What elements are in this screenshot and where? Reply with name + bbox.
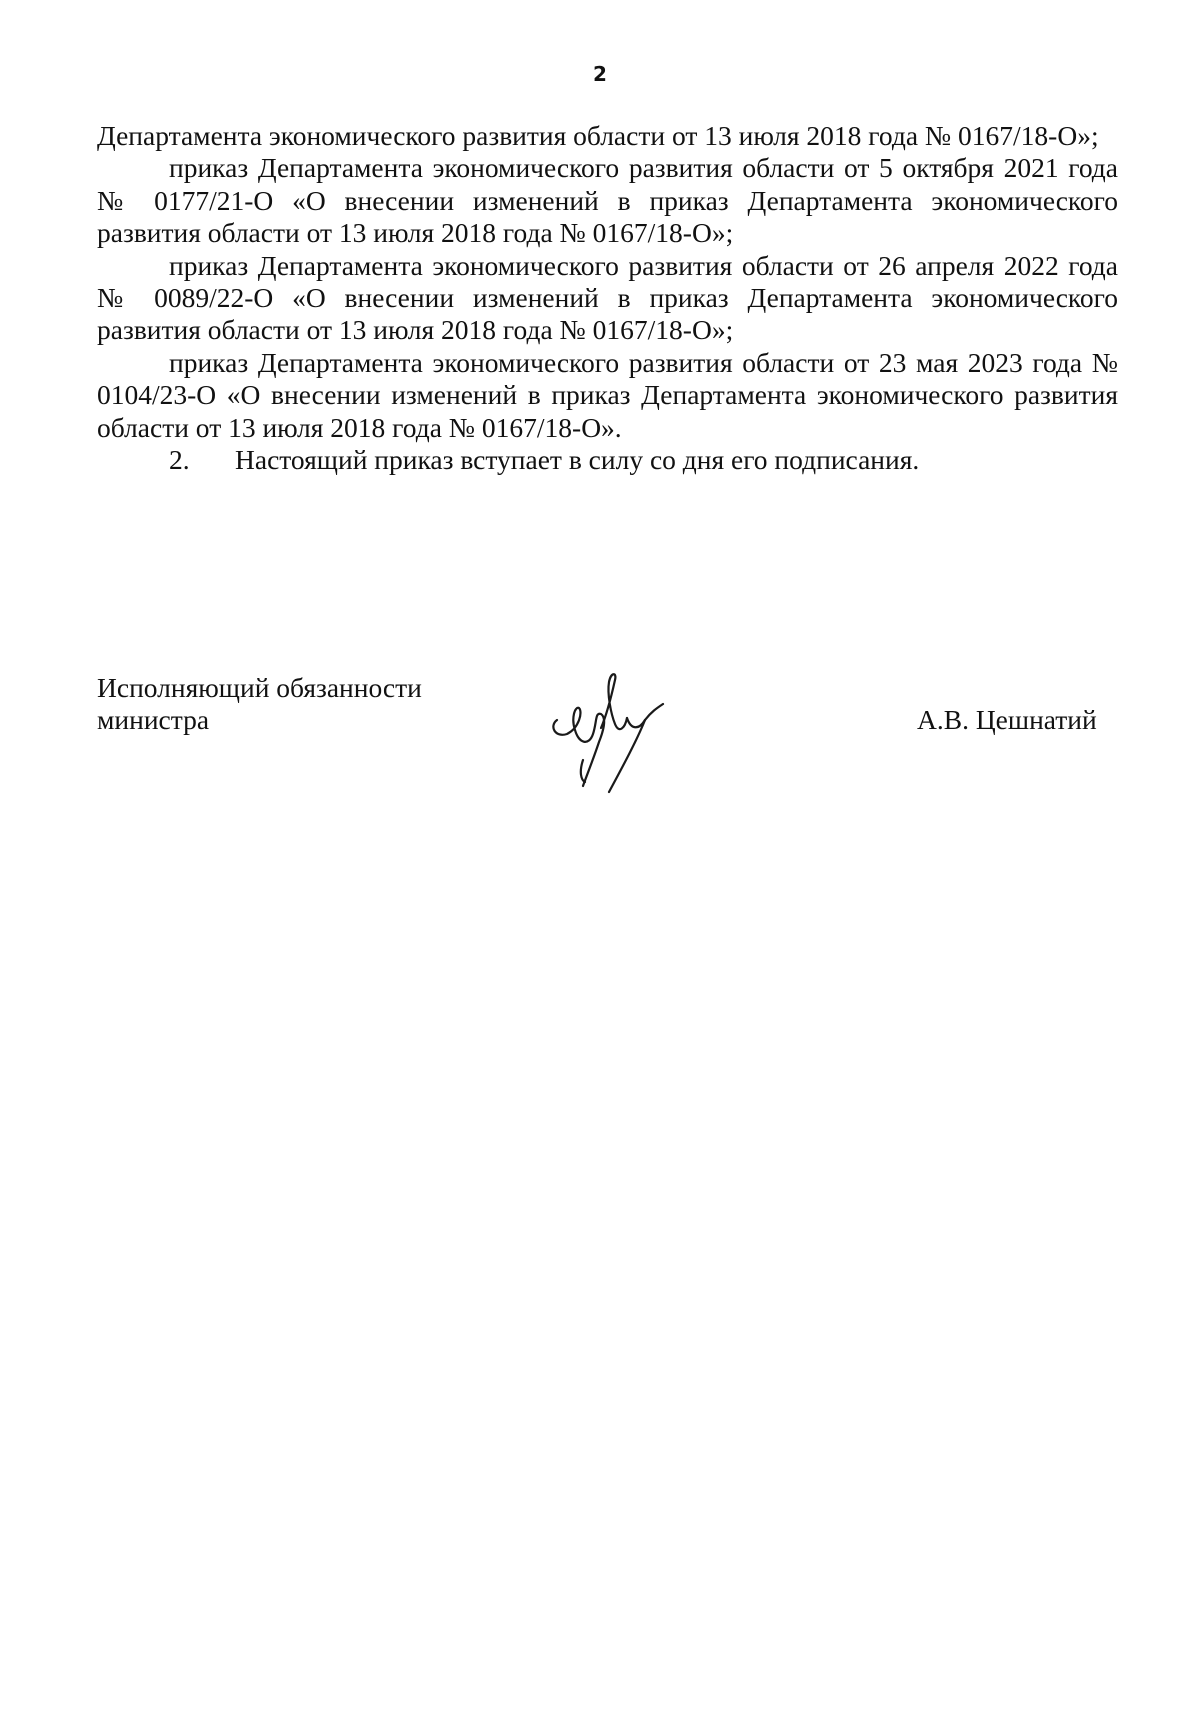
paragraph-order-2023: приказ Департамента экономического развития области от 23 мая 2023 года № 0104/23-О «О внесении изменений в приказ Департамента экономического развития области от 13 июля 2018 года № 0167/18-О». — [97, 346, 1118, 443]
item-2-text: Настоящий приказ вступает в силу со дня его подписания. — [235, 444, 920, 476]
item-2-number: 2. — [169, 444, 190, 476]
paragraph-order-2022: приказ Департамента экономического развития области от 26 апреля 2022 года № 0089/22-О «О внесении изменений в приказ Департамента экономического развития области от 13 июля 2018 года № 0167/18-О»; — [97, 249, 1118, 346]
signer-position-line-1: Исполняющий обязанности — [97, 672, 422, 703]
signer-position — [97, 672, 422, 736]
handwritten-signature — [545, 668, 685, 798]
page-number: 2 — [593, 62, 607, 86]
signer-position-line-2: министра — [97, 704, 210, 735]
document-body — [97, 120, 1118, 476]
item-2 — [97, 444, 1118, 476]
paragraph-order-2021: приказ Департамента экономического развития области от 5 октября 2021 года № 0177/21-О «О внесении изменений в приказ Департамента экономического развития области от 13 июля 2018 года № 0167/18-О»; — [97, 152, 1118, 249]
paragraph-continuation: Департамента экономического развития области от 13 июля 2018 года № 0167/18-О»; — [97, 120, 1099, 151]
signer-name: А.В. Цешнатий — [917, 704, 1097, 735]
